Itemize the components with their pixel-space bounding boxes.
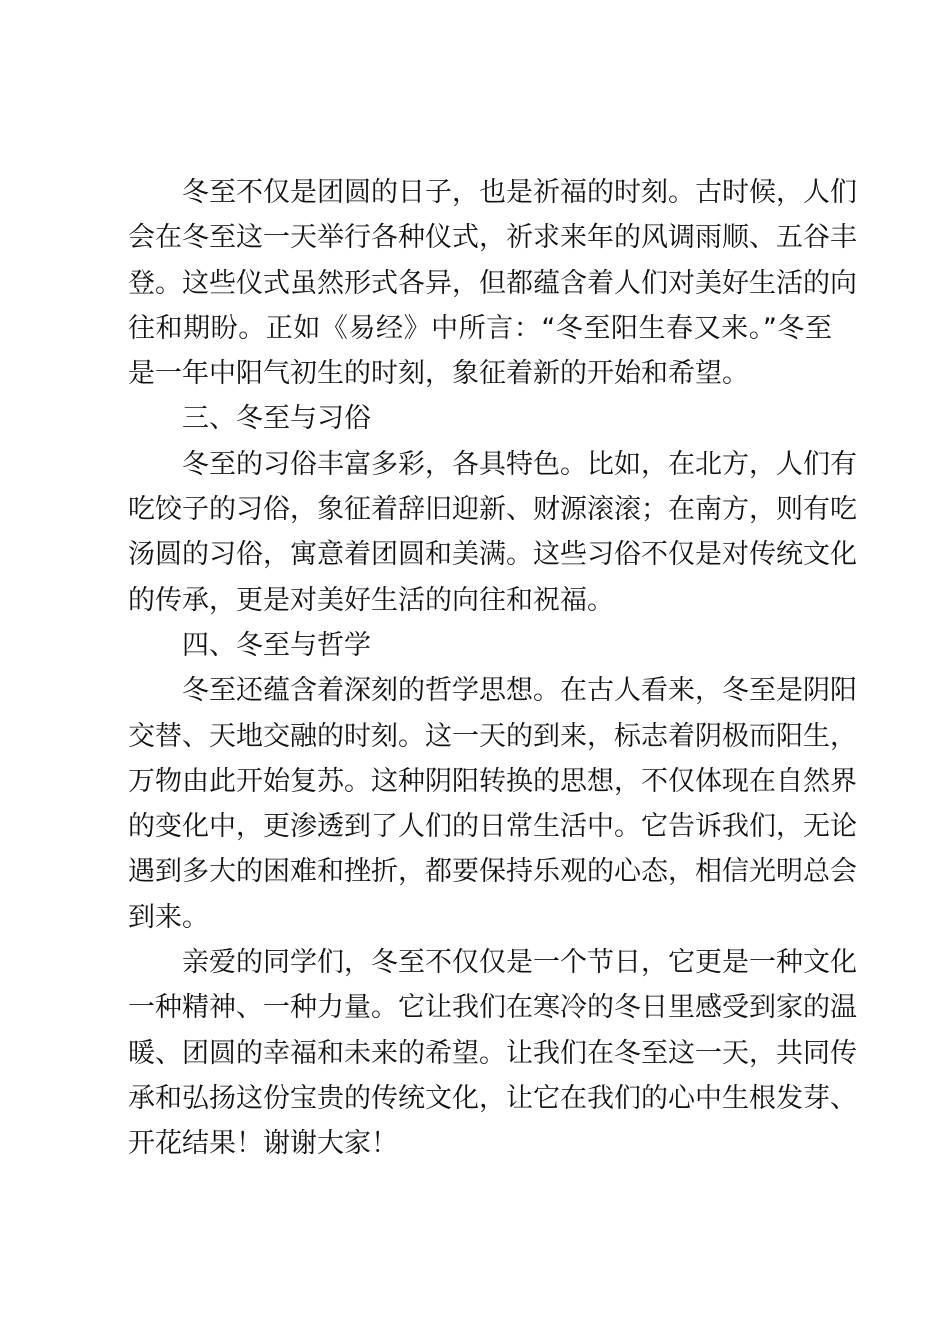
paragraph-line: 万物由此开始复苏。这种阴阳转换的思想，不仅体现在自然界 (128, 765, 857, 797)
section-heading-philosophy: 四、冬至与哲学 (182, 629, 371, 661)
paragraph-line: 遇到多大的困难和挫折，都要保持乐观的心态，相信光明总会 (128, 856, 857, 888)
paragraph-line: 冬至不仅是团圆的日子，也是祈福的时刻。古时候，人们 (182, 177, 857, 208)
paragraph-line: 往和期盼。正如《易经》中所言：“冬至阳生春又来。”冬至 (128, 312, 832, 344)
paragraph-line: 是一年中阳气初生的时刻，象征着新的开始和希望。 (128, 358, 749, 390)
paragraph-line: 到来。 (128, 901, 209, 933)
paragraph-line: 冬至还蕴含着深刻的哲学思想。在古人看来，冬至是阴阳 (182, 675, 857, 707)
section-heading-customs: 三、冬至与习俗 (182, 403, 371, 435)
paragraph-line: 承和弘扬这份宝贵的传统文化，让它在我们的心中生根发芽、 (128, 1082, 857, 1114)
paragraph-line: 一种精神、一种力量。它让我们在寒冷的冬日里感受到家的温 (128, 992, 857, 1024)
document-body (128, 170, 857, 1167)
paragraph-line: 吃饺子的习俗，象征着辞旧迎新、财源滚滚；在南方，则有吃 (128, 494, 857, 526)
paragraph-line: 交替、天地交融的时刻。这一天的到来，标志着阴极而阳生， (128, 720, 857, 752)
paragraph-line: 暖、团圆的幸福和未来的希望。让我们在冬至这一天，共同传 (128, 1037, 857, 1069)
paragraph-line: 汤圆的习俗，寓意着团圆和美满。这些习俗不仅是对传统文化 (128, 539, 857, 571)
paragraph-line: 的传承，更是对美好生活的向往和祝福。 (128, 584, 614, 616)
paragraph-line: 亲爱的同学们，冬至不仅仅是一个节日，它更是一种文化 (182, 947, 857, 979)
paragraph-line: 开花结果！谢谢大家！ (128, 1128, 398, 1160)
paragraph-line: 登。这些仪式虽然形式各异，但都蕴含着人们对美好生活的向 (128, 267, 857, 299)
paragraph-line: 的变化中，更渗透到了人们的日常生活中。它告诉我们，无论 (128, 811, 857, 843)
paragraph-line: 会在冬至这一天举行各种仪式，祈求来年的风调雨顺、五谷丰 (128, 222, 857, 254)
paragraph-line: 冬至的习俗丰富多彩，各具特色。比如，在北方，人们有 (182, 448, 857, 480)
